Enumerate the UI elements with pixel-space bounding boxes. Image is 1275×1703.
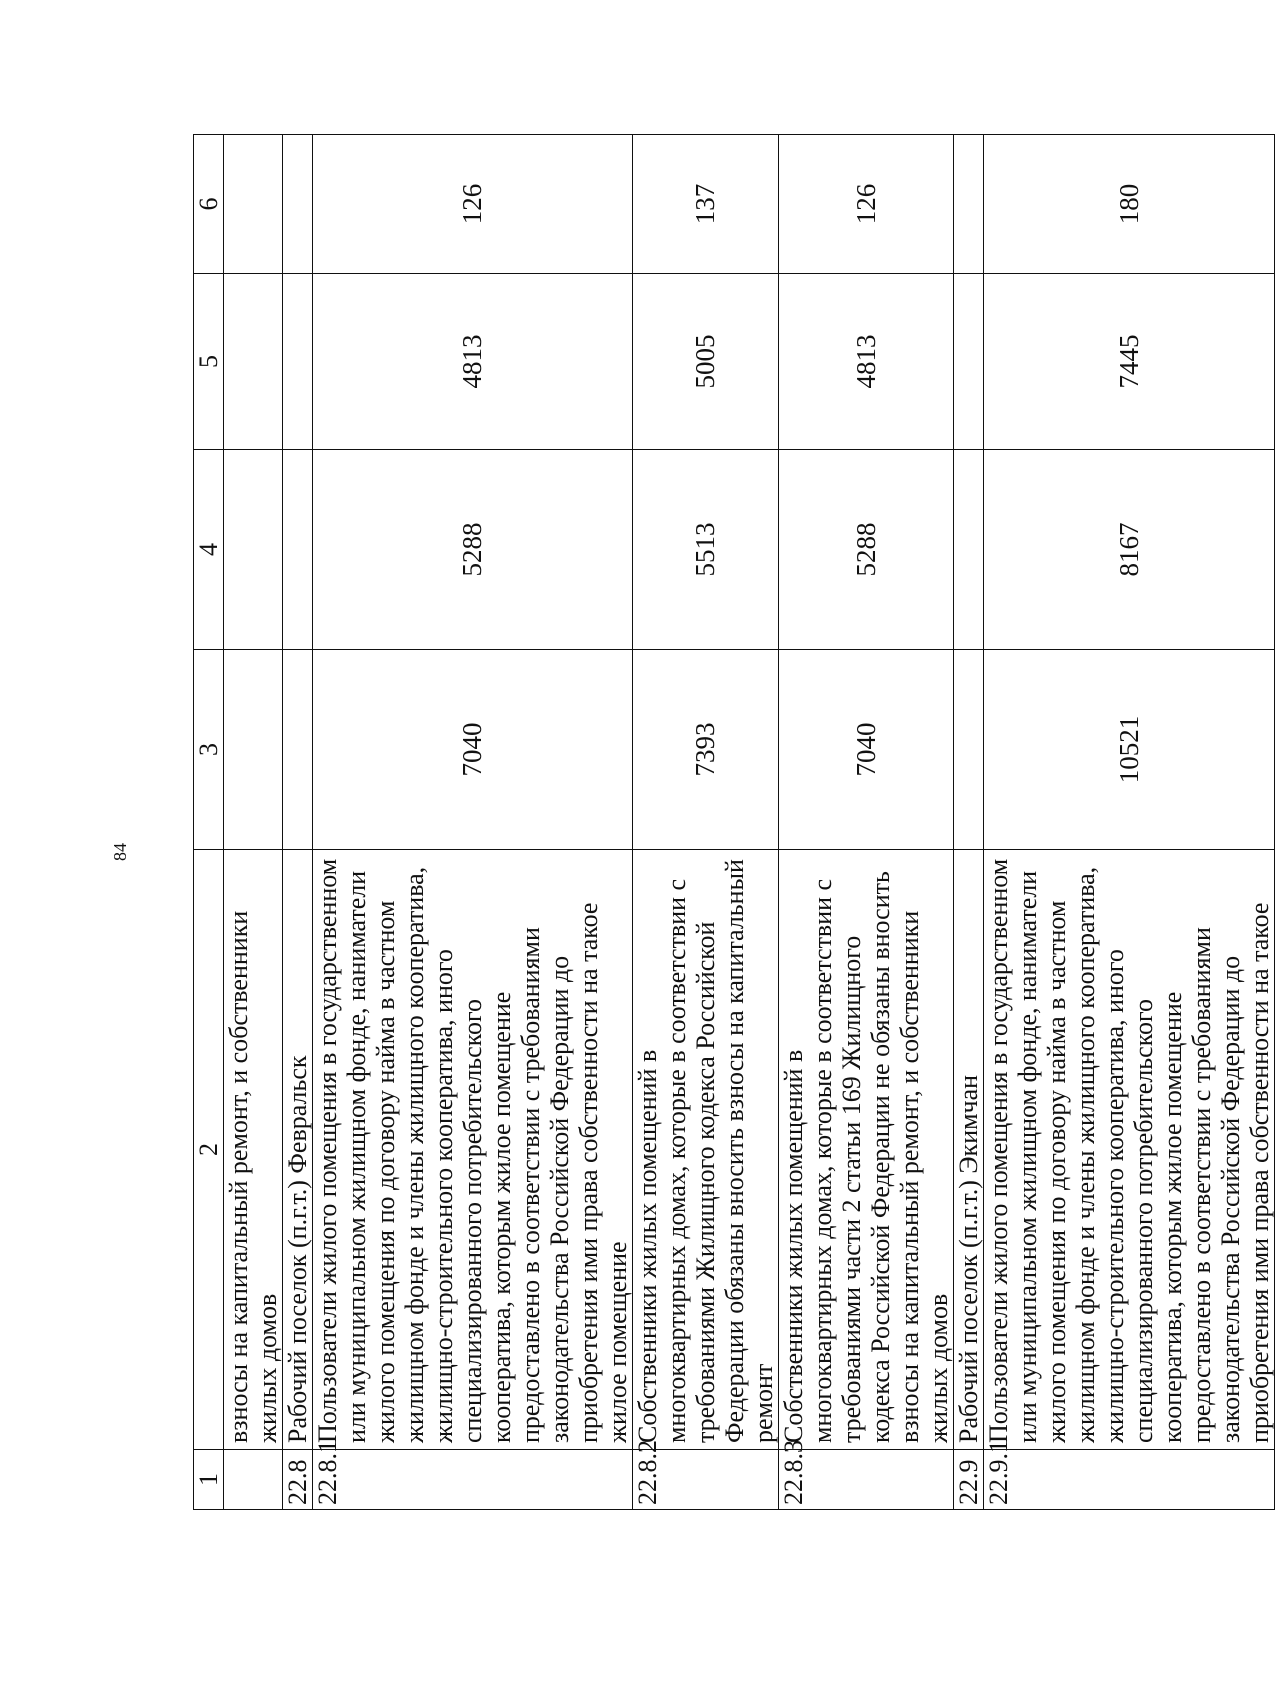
row-value-col4: 5288 [779, 450, 954, 650]
row-description: Рабочий поселок (п.г.т.) Февральск [283, 850, 313, 1450]
row-value-col6 [954, 135, 984, 274]
row-description: Собственники жилых помещений в многоквартирных домах, которые в соответствии с требованиями Жилищного кодекса Российской Федерации обязаны вносить взносы на капитальный ремонт [633, 850, 779, 1450]
row-code: 22.8 [283, 1450, 313, 1510]
row-value-col5: 7445 [984, 274, 1275, 450]
row-value-col6: 126 [313, 135, 633, 274]
table-row [779, 135, 954, 1510]
table-row [313, 135, 633, 1510]
table-row [633, 135, 779, 1510]
table-header-row [194, 135, 224, 1510]
row-empty-cell [224, 274, 283, 450]
table-row [283, 135, 313, 1510]
row-value-col4: 5288 [313, 450, 633, 650]
row-value-col3: 7393 [633, 650, 779, 850]
row-value-col5 [954, 274, 984, 450]
row-value-col5: 4813 [779, 274, 954, 450]
row-value-col3 [283, 650, 313, 850]
tariff-table [193, 134, 1275, 1510]
row-value-col4 [283, 450, 313, 650]
header-col-2: 2 [194, 850, 224, 1450]
table-row [984, 135, 1275, 1510]
header-col-6: 6 [194, 135, 224, 274]
row-value-col6: 126 [779, 135, 954, 274]
row-description: Пользователи жилого помещения в государственном или муниципальном жилищном фонде, наниматели жилого помещения по договору найма в частном жилищном фонде и члены жилищного кооператива, жилищно-строительного кооператива, иного специализированного потребительского кооператива, которым жилое помещение предоставлено в соответствии с требованиями законодательства Российской Федерации до приобретения ими права собственности на такое жилое помещение [313, 850, 633, 1450]
row-value-col4: 5513 [633, 450, 779, 650]
continuation-row [224, 135, 283, 1510]
table-row [954, 135, 984, 1510]
row-value-col6 [283, 135, 313, 274]
row-description: Пользователи жилого помещения в государственном или муниципальном жилищном фонде, наниматели жилого помещения по договору найма в частном жилищном фонде и члены жилищного кооператива, жилищно-строительного кооператива, иного специализированного потребительского кооператива, которым жилое помещение предоставлено в соответствии с требованиями законодательства Российской Федерации до приобретения ими права собственности на такое [984, 850, 1275, 1450]
row-empty-cell [224, 135, 283, 274]
row-value-col5: 4813 [313, 274, 633, 450]
row-code: 22.8.2 [633, 1450, 779, 1510]
row-value-col3: 7040 [313, 650, 633, 850]
row-value-col5 [283, 274, 313, 450]
row-value-col5: 5005 [633, 274, 779, 450]
row-value-col6: 180 [984, 135, 1275, 274]
header-col-4: 4 [194, 450, 224, 650]
row-description: взносы на капитальный ремонт, и собственники жилых домов [224, 850, 283, 1450]
header-col-1: 1 [194, 1450, 224, 1510]
page-number: 84 [110, 843, 130, 861]
row-code [224, 1450, 283, 1510]
row-value-col3: 10521 [984, 650, 1275, 850]
row-value-col4 [954, 450, 984, 650]
row-description: Собственники жилых помещений в многоквартирных домах, которые в соответствии с требованиями части 2 статьи 169 Жилищного кодекса Российской Федерации не обязаны вносить взносы на капитальный ремонт, и собственники жилых домов [779, 850, 954, 1450]
rotated-table-container [193, 135, 1274, 1510]
row-empty-cell [224, 650, 283, 850]
row-empty-cell [224, 450, 283, 650]
row-code: 22.9.1 [984, 1450, 1275, 1510]
row-code: 22.9 [954, 1450, 984, 1510]
row-value-col3 [954, 650, 984, 850]
row-description: Рабочий поселок (п.г.т.) Экимчан [954, 850, 984, 1450]
row-code: 22.8.3 [779, 1450, 954, 1510]
row-value-col6: 137 [633, 135, 779, 274]
row-value-col3: 7040 [779, 650, 954, 850]
row-value-col4: 8167 [984, 450, 1275, 650]
row-code: 22.8.1 [313, 1450, 633, 1510]
header-col-3: 3 [194, 650, 224, 850]
header-col-5: 5 [194, 274, 224, 450]
